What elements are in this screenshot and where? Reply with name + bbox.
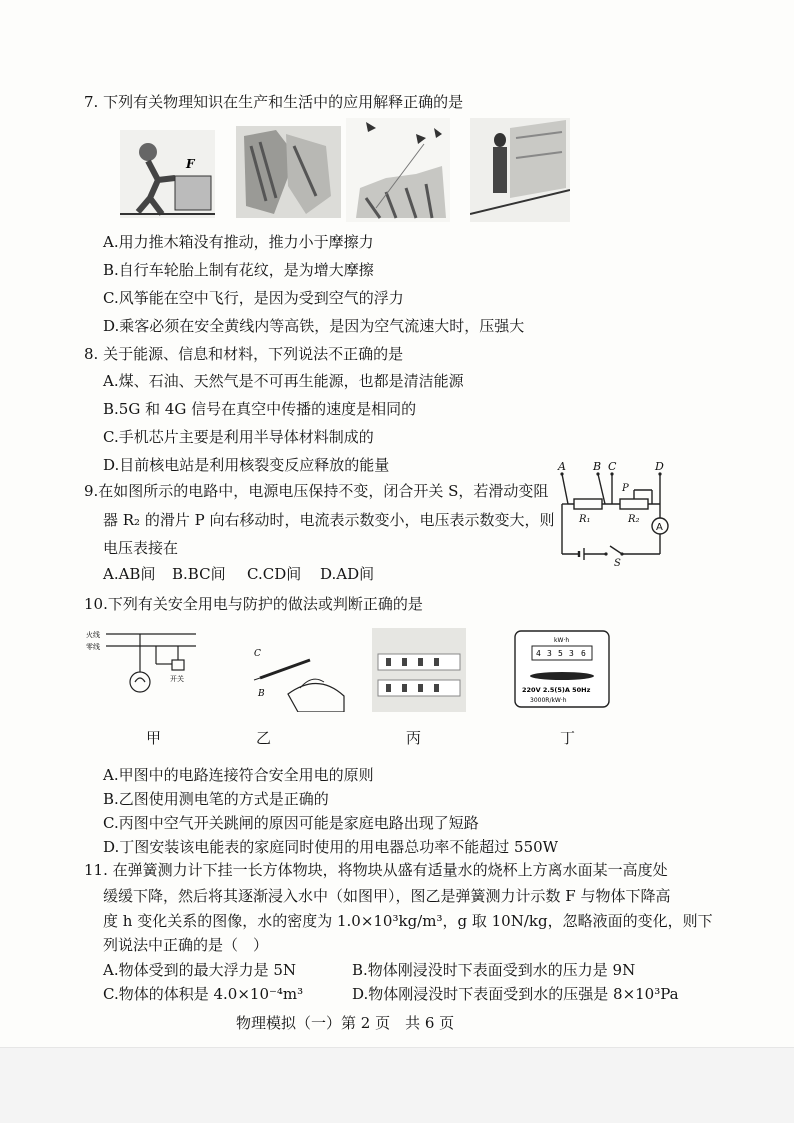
q7-stem: 7. 下列有关物理知识在生产和生活中的应用解释正确的是	[84, 93, 464, 111]
q10-option-b: B.乙图使用测电笔的方式是正确的	[103, 790, 329, 808]
q10-option-c: C.丙图中空气开关跳闸的原因可能是家庭电路出现了短路	[103, 814, 479, 832]
q11-stem-line-4: 列说法中正确的是（ ）	[103, 936, 269, 954]
q10-fig-jia-wiring	[86, 628, 198, 716]
q11-stem-line-3: 度 h 变化关系的图像，水的密度为 1.0×10³kg/m³，g 取 10N/kg，忽略液面的变化，则下	[103, 912, 713, 930]
q8-stem: 8. 关于能源、信息和材料，下列说法不正确的是	[84, 345, 404, 363]
q10-fig-ding-energy-meter	[514, 630, 610, 708]
q10-stem: 10.下列有关安全用电与防护的做法或判断正确的是	[84, 595, 423, 613]
q10-fig-bing-breaker-box	[372, 628, 466, 712]
q9-ammeter-symbol: A	[656, 522, 663, 533]
q10-caption-ding: 丁	[560, 729, 576, 747]
q8-option-b: B.5G 和 4G 信号在真空中传播的速度是相同的	[103, 400, 417, 418]
q11-stem-line-2: 缓缓下降，然后将其逐渐浸入水中（如图甲），图乙是弹簧测力计示数 F 与物体下降高	[103, 887, 671, 905]
q8-option-d: D.目前核电站是利用核裂变反应释放的能量	[103, 456, 390, 474]
q10-ding-digit-3: 5	[558, 649, 563, 658]
q11-option-d: D.物体刚浸没时下表面受到水的压强是 8×10³Pa	[352, 985, 679, 1003]
q9-terminal-b: B	[593, 460, 602, 473]
q9-option-b: B.BC间	[172, 565, 226, 583]
q9-terminal-c: C	[608, 460, 617, 473]
q11-option-b: B.物体刚浸没时下表面受到水的压力是 9N	[352, 961, 636, 979]
q8-option-c: C.手机芯片主要是利用半导体材料制成的	[103, 428, 374, 446]
q9-label-s: S	[614, 558, 621, 569]
q10-ding-digit-2: 3	[547, 649, 552, 658]
q7-option-c: C.风筝能在空中飞行，是因为受到空气的浮力	[103, 289, 404, 307]
q9-circuit-diagram	[548, 460, 678, 570]
q10-fig-yi-test-pen	[228, 632, 348, 712]
q7-push-box-figure	[120, 130, 215, 218]
q10-yi-label-b: B	[258, 689, 265, 699]
q10-yi-label-c: C	[254, 649, 261, 659]
q11-option-c: C.物体的体积是 4.0×10⁻⁴m³	[103, 985, 304, 1003]
q10-caption-bing: 丙	[406, 729, 422, 747]
q7-option-d: D.乘客必须在安全黄线内等高铁，是因为空气流速大时，压强大	[103, 317, 525, 335]
q10-ding-spec: 220V 2.5(5)A 50Hz	[522, 686, 591, 694]
q10-ding-rate: 3000R/kW·h	[530, 697, 567, 704]
q9-option-c: C.CD间	[247, 565, 302, 583]
q9-label-p: P	[622, 483, 629, 494]
q7-force-label: F	[186, 157, 195, 171]
q11-option-a: A.物体受到的最大浮力是 5N	[103, 961, 297, 979]
q7-train-platform-figure	[470, 118, 570, 222]
q7-option-b: B.自行车轮胎上制有花纹，是为增大摩擦	[103, 261, 374, 279]
q10-option-a: A.甲图中的电路连接符合安全用电的原则	[103, 766, 374, 784]
q7-option-a: A.用力推木箱没有推动，推力小于摩擦力	[103, 233, 374, 251]
q10-jia-fire-line-label: 火线	[86, 631, 100, 639]
q7-tire-figure	[236, 126, 341, 218]
q7-kite-figure	[346, 118, 450, 222]
q10-ding-digit-4: 3	[569, 649, 574, 658]
q10-ding-digit-5: 6	[581, 649, 586, 658]
q10-caption-yi: 乙	[256, 729, 272, 747]
q10-jia-switch-label: 开关	[170, 675, 184, 683]
q9-stem-line-3: 电压表接在	[103, 539, 179, 557]
q9-label-r1: R₁	[579, 514, 591, 525]
q9-option-a: A.AB间	[103, 565, 156, 583]
q9-terminal-d: D	[655, 460, 664, 473]
q10-jia-zero-line-label: 零线	[86, 643, 100, 651]
q10-option-d: D.丁图安装该电能表的家庭同时使用的用电器总功率不能超过 550W	[103, 838, 559, 856]
q9-option-d: D.AD间	[320, 565, 375, 583]
q10-caption-jia: 甲	[146, 729, 162, 747]
q8-option-a: A.煤、石油、天然气是不可再生能源，也都是清洁能源	[103, 372, 464, 390]
q10-ding-unit: kW·h	[554, 637, 570, 644]
q9-terminal-a: A	[558, 460, 566, 473]
q9-label-r2: R₂	[628, 514, 640, 525]
q10-ding-digit-1: 4	[536, 649, 541, 658]
page-bottom-divider	[0, 1047, 794, 1048]
q11-stem-line-1: 11. 在弹簧测力计下挂一长方体物块，将物块从盛有适量水的烧杯上方离水面某一高度处	[84, 861, 668, 879]
page-footer: 物理模拟（一）第 2 页 共 6 页	[236, 1014, 455, 1032]
q9-stem-line-1: 9.在如图所示的电路中，电源电压保持不变，闭合开关 S，若滑动变阻	[84, 482, 549, 500]
q9-stem-line-2: 器 R₂ 的滑片 P 向右移动时，电流表示数变小，电压表示数变大，则	[103, 511, 555, 529]
